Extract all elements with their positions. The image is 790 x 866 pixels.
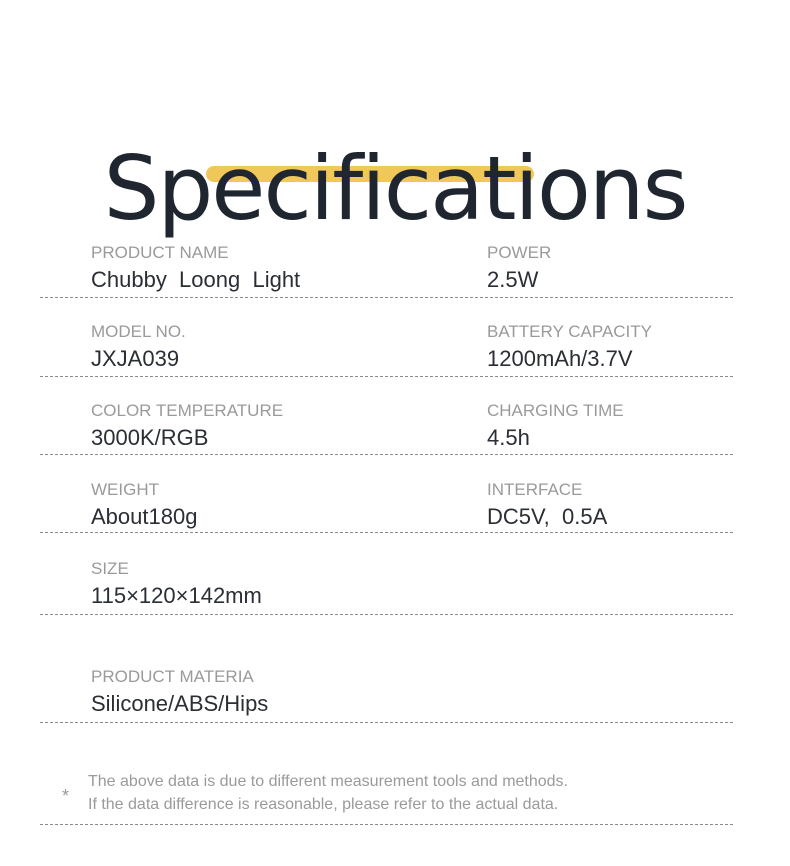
spec-weight <box>91 480 197 531</box>
spec-label: PRODUCT MATERIA <box>91 667 254 686</box>
disclaimer-note <box>40 770 733 825</box>
spec-row <box>40 667 733 723</box>
spec-label: MODEL NO. <box>91 322 186 341</box>
spec-battery-capacity <box>487 322 652 373</box>
spec-model-no <box>91 322 186 373</box>
spec-value: About180g <box>91 504 198 529</box>
spec-value: 4.5h <box>487 425 530 450</box>
spec-value: JXJA039 <box>91 346 180 371</box>
spec-label: BATTERY CAPACITY <box>487 322 653 341</box>
spec-label: POWER <box>487 243 552 262</box>
spec-color-temperature <box>91 401 283 452</box>
spec-value: 2.5W <box>487 267 539 292</box>
disclaimer-line: The above data is due to different measurement tools and methods. <box>88 773 568 790</box>
spec-value: Chubby Loong Light <box>91 267 301 292</box>
title-block <box>0 70 790 240</box>
spec-interface <box>487 480 607 531</box>
spec-row <box>40 322 733 377</box>
spec-charging-time <box>487 401 624 452</box>
spec-label: COLOR TEMPERATURE <box>91 401 284 420</box>
spec-label: SIZE <box>91 559 129 578</box>
spec-product-name <box>91 243 300 294</box>
disclaimer-line: If the data difference is reasonable, please refer to the actual data. <box>88 796 559 813</box>
spec-row <box>40 480 733 533</box>
spec-label: PRODUCT NAME <box>91 243 229 262</box>
spec-label: CHARGING TIME <box>487 401 624 420</box>
spec-value: DC5V, 0.5A <box>487 504 608 529</box>
spec-power <box>487 243 551 294</box>
spec-value: 3000K/RGB <box>91 425 209 450</box>
asterisk-icon: * <box>62 786 70 806</box>
spec-row <box>40 559 733 615</box>
spec-row <box>40 243 733 298</box>
spec-label: INTERFACE <box>487 480 583 499</box>
spec-value: Silicone/ABS/Hips <box>91 691 269 716</box>
spec-value: 115×120×142mm <box>91 583 262 608</box>
spec-size <box>91 559 262 610</box>
spec-value: 1200mAh/3.7V <box>487 346 633 371</box>
spec-label: WEIGHT <box>91 480 159 499</box>
spec-row <box>40 401 733 455</box>
disclaimer-text <box>88 770 568 816</box>
spec-product-materia <box>91 667 268 718</box>
page-title: Specifications <box>103 136 687 240</box>
